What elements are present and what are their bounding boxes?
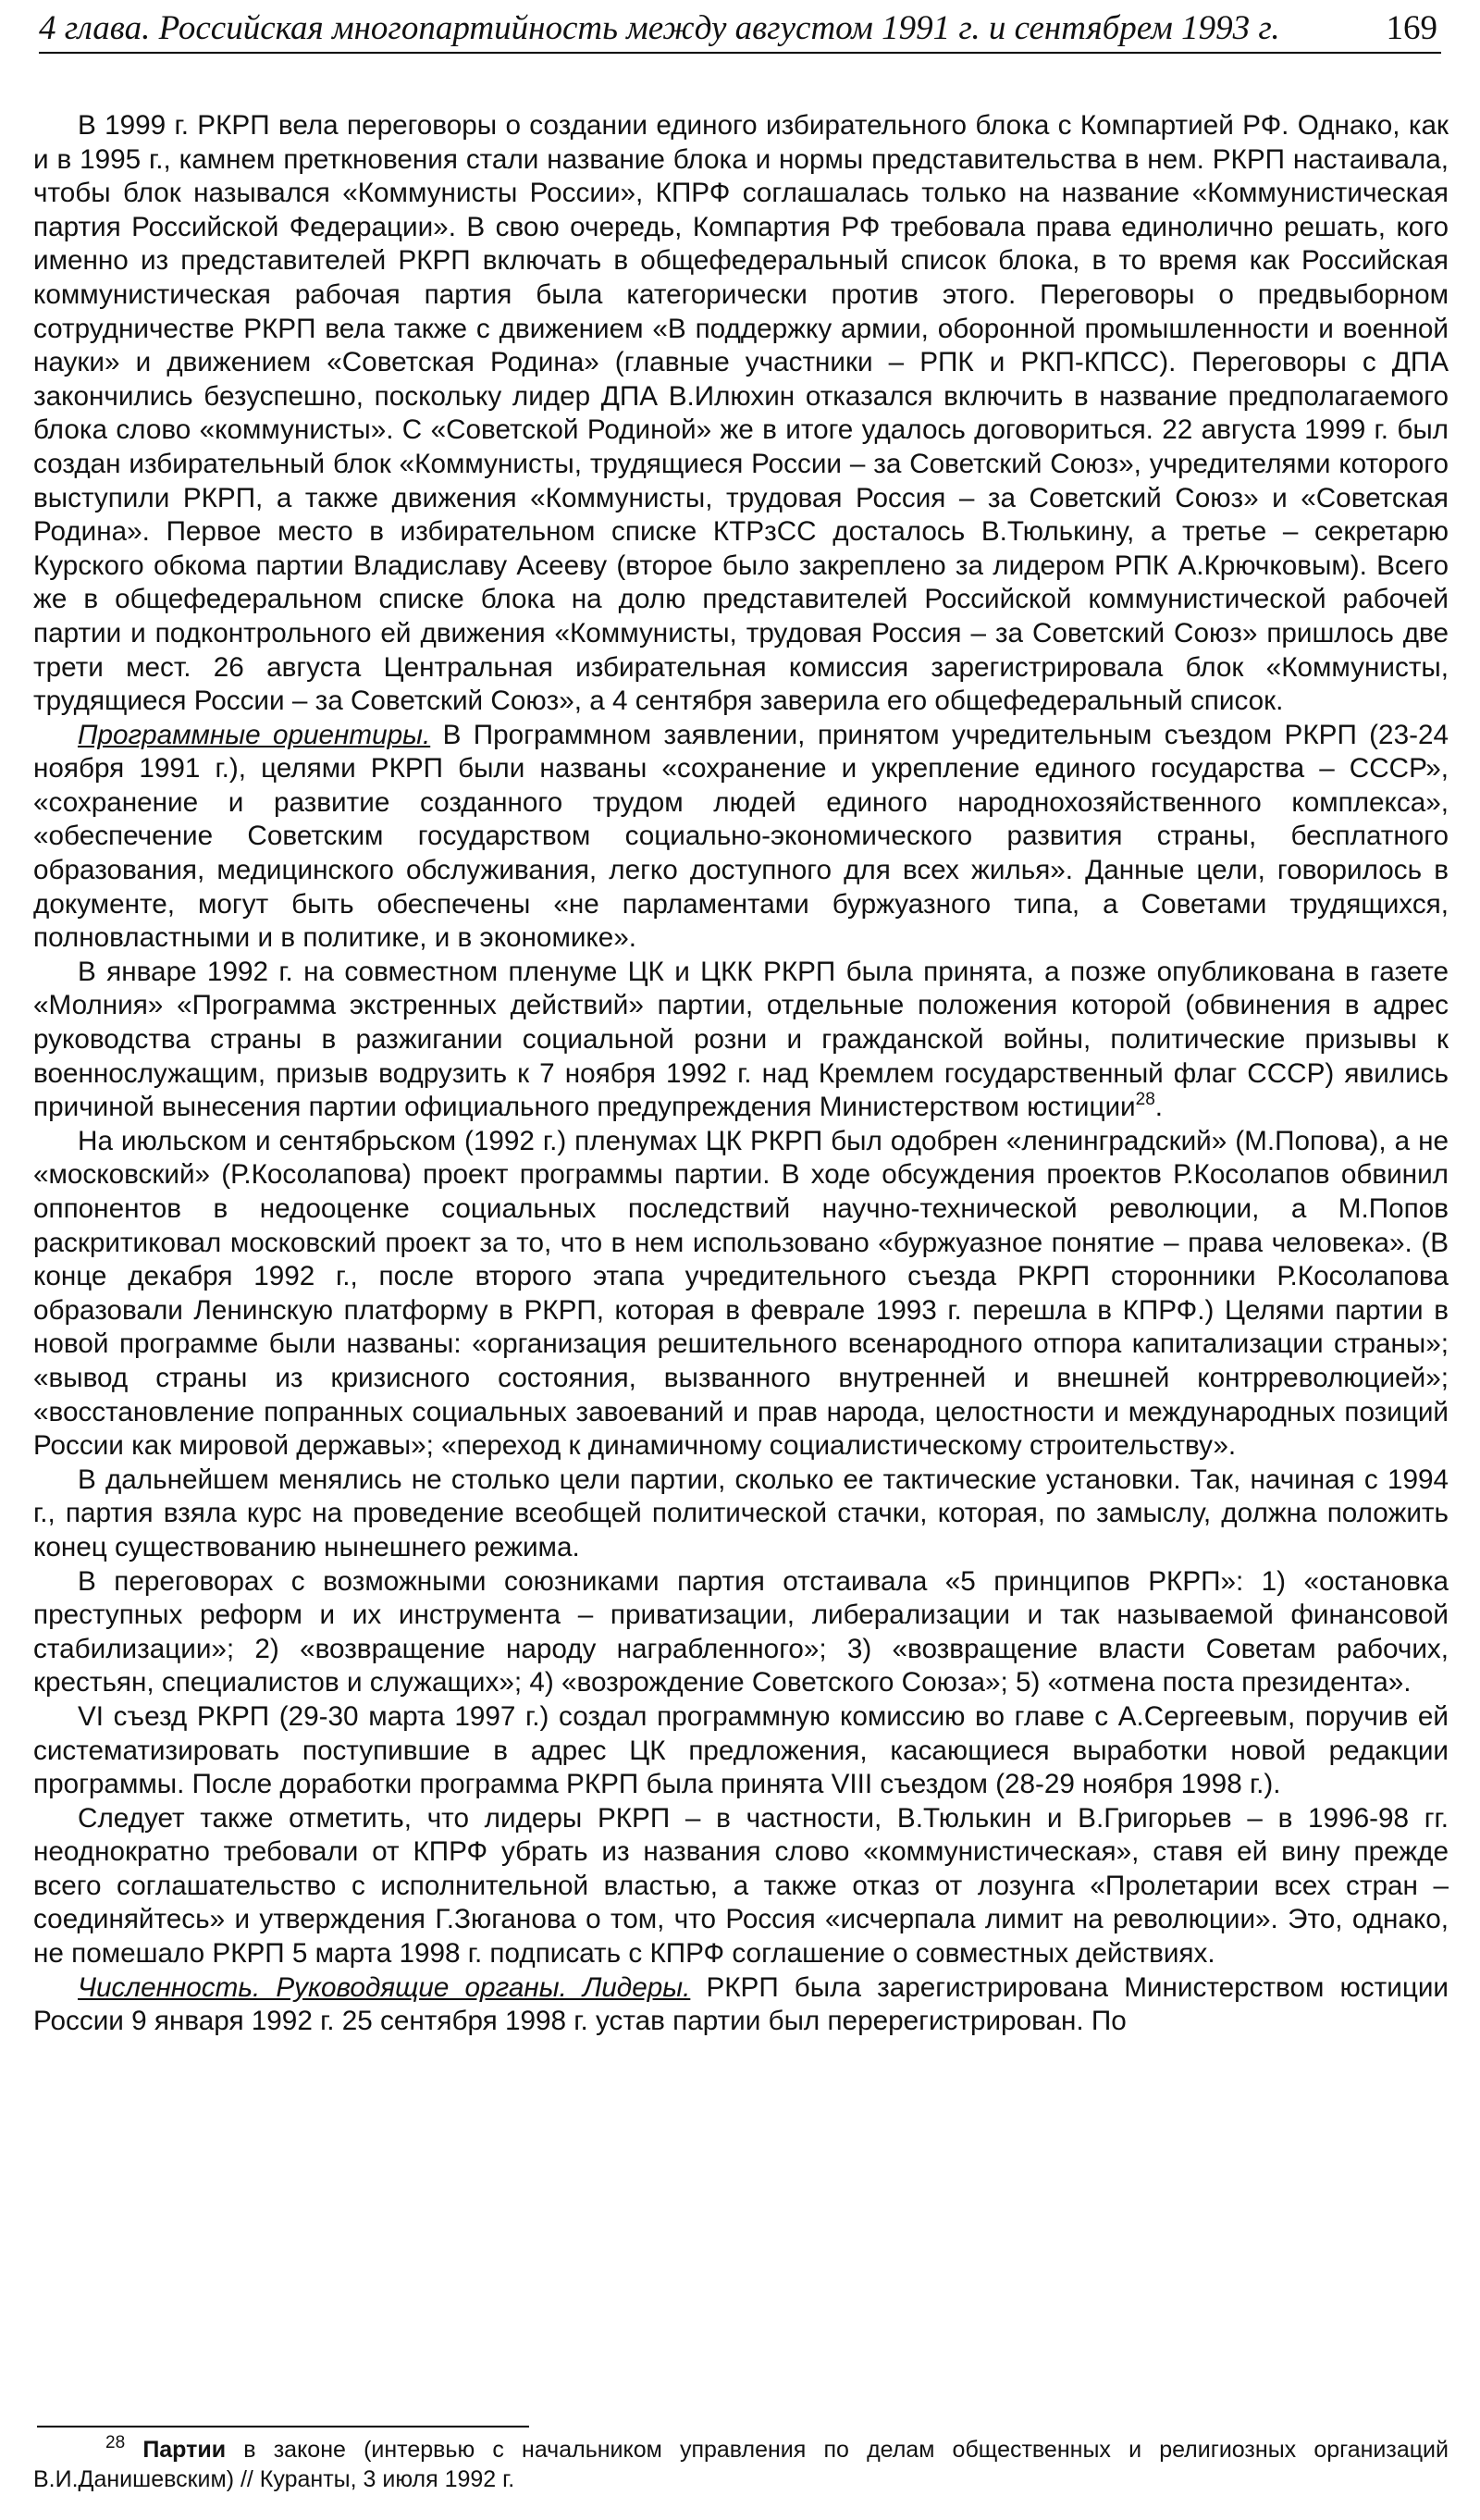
paragraph: [33, 1971, 1449, 2039]
running-title: 4 глава. Российская многопартийность между августом 1991 г. и сентябрем 1993 г.: [39, 9, 1280, 47]
paragraph: В дальнейшем менялись не столько цели партии, сколько ее тактические установки. Так, начиная с 1994 г., партия взяла курс на проведение всеобщей политической стачки, которая, по замыслу, должна положить конец существованию нынешнего режима.: [33, 1464, 1449, 1563]
running-header: [39, 6, 1441, 54]
footnote-divider: [37, 2426, 529, 2427]
paragraph: [33, 956, 1449, 1125]
paragraph: VI съезд РКРП (29-30 марта 1997 г.) создал программную комиссию во главе с А.Сергеевым, поручив ей систематизировать поступившие в адрес ЦК предложения, касающиеся выработки новой редакции программы. После доработки программа РКРП была принята VIII съездом (28-29 ноября 1998 г.).: [33, 1700, 1449, 1800]
footnote-mark: 28: [105, 2433, 126, 2452]
paragraph-text: В январе 1992 г. на совместном пленуме ЦК и ЦКК РКРП была принята, а позже опубликована в газете «Молния» «Программа экстренных действий» партии, отдельные положения которой (обвинения в адрес руководства страны в разжигании социальной розни и гражданской войны, политические призывы к военнослужащим, призыв водрузить к 7 ноября 1992 г. над Кремлем государственный флаг СССР) явились причиной вынесения партии официального предупреждения Министерством юстиции: [33, 956, 1449, 1123]
paragraph: На июльском и сентябрьском (1992 г.) пленумах ЦК РКРП был одобрен «ленинградский» (М.Попова), а не «московский» (Р.Косолапова) проект программы партии. В ходе обсуждения проектов Р.Косолапов обвинил оппонентов в недооценке социальных последствий научно-технической революции, а М.Попов раскритиковал московский проект за то, что в нем использовано «буржуазное понятие – права человека». (В конце декабря 1992 г., после второго этапа учредительного съезда РКРП сторонники Р.Косолапова образовали Ленинскую платформу в РКРП, которая в феврале 1993 г. перешла в КПРФ.) Целями партии в новой программе были названы: «организация решительного всенародного отпора капитализации страны»; «вывод страны из кризисного состояния, вызванного внутренней и внешней контрреволюцией»; «восстановление попранных социальных завоеваний и прав народа, целостности и международных позиций России как мировой державы»; «переход к динамичному социалистическому строительству».: [33, 1125, 1449, 1462]
footnote-paragraph: [33, 2435, 1449, 2494]
paragraph: В 1999 г. РКРП вела переговоры о создании единого избирательного блока с Компартией РФ. Однако, как и в 1995 г., камнем преткновения стали название блока и нормы представительства в нем. РКРП настаивала, чтобы блок назывался «Коммунисты России», КПРФ соглашалась только на название «Коммунистическая партия Российской Федерации». В свою очередь, Компартия РФ требовала права единолично решать, кого именно из представителей РКРП включать в общефедеральный список блока, в то время как Российская коммунистическая рабочая партия была категорически против этого. Переговоры о предвыборном сотрудничестве РКРП вела также с движением «В поддержку армии, оборонной промышленности и военной науки» и движением «Советская Родина» (главные участники – РПК и РКП-КПСС). Переговоры с ДПА закончились безуспешно, поскольку лидер ДПА В.Илюхин отказался включить в название предполагаемого блока слово «коммунисты». С «Советской Родиной» же в итоге удалось договориться. 22 августа 1999 г. был создан избирательный блок «Коммунисты, трудящиеся России – за Советский Союз», учредителями которого выступили РКРП, а также движения «Коммунисты, трудовая Россия – за Советский Союз» и «Советская Родина». Первое место в избирательном списке КТРзСС досталось В.Тюлькину, а третье – секретарю Курского обкома партии Владиславу Асееву (второе было закреплено за лидером РПК А.Крючковым). Всего же в общефедеральном списке блока на долю представителей Российской коммунистической рабочей партии и подконтрольного ей движения «Коммунисты, трудовая Россия – за Советский Союз» пришлось две трети мест. 26 августа Центральная избирательная комиссия зарегистрировала блок «Коммунисты, трудящиеся России – за Советский Союз», а 4 сентября заверила его общефедеральный список.: [33, 110, 1449, 717]
paragraph-text-end: .: [1154, 1092, 1164, 1123]
footnote-reference[interactable]: 28: [1135, 1090, 1155, 1110]
paragraph-text: В Программном заявлении, принятом учредительным съездом РКРП (23-24 ноября 1991 г.), целями РКРП были названы «сохранение и укрепление единого государства – СССР», «сохранение и развитие созданного трудом людей единого народнохозяйственного комплекса», «обеспечение Советским государством социально-экономического развития страны, бесплатного образования, медицинского обслуживания, легко доступного для всех жилья». Данные цели, говорилось в документе, могут быть обеспечены «не парламентами буржуазного типа, а Советами трудящихся, полновластными и в политике, и в экономике».: [33, 719, 1449, 954]
footnote-bold-title: Партии: [142, 2437, 227, 2463]
page-number: 169: [1386, 9, 1437, 47]
section-lead: Программные ориентиры.: [78, 719, 431, 750]
footnote: [33, 2435, 1449, 2494]
main-text: [33, 109, 1449, 2039]
paragraph-text: РКРП была зарегистрирована Министерством юстиции России 9 января 1992 г. 25 сентября 1998 г. устав партии был перерегистрирован. По: [33, 1971, 1449, 2037]
paragraph: [33, 719, 1449, 956]
footnote-text: в законе (интервью с начальником управления по делам общественных и религиозных организаций В.И.Данишевским) // Куранты, 3 июля 1992 г.: [33, 2437, 1449, 2492]
paragraph: Следует также отметить, что лидеры РКРП – в частности, В.Тюлькин и В.Григорьев – в 1996-98 гг. неоднократно требовали от КПРФ убрать из названия слово «коммунистическая», ставя ей вину прежде всего соглашательство с исполнительной властью, а также отказ от лозунга «Пролетарии всех стран – соединяйтесь» и утверждения Г.Зюганова о том, что Россия «исчерпала лимит на революции». Это, однако, не помешало РКРП 5 марта 1998 г. подписать с КПРФ соглашение о совместных действиях.: [33, 1802, 1449, 1970]
paragraph: В переговорах с возможными союзниками партия отстаивала «5 принципов РКРП»: 1) «остановка преступных реформ и их инструмента – приватизации, либерализации и так называемой финансовой стабилизации»; 2) «возвращение народу награбленного»; 3) «возвращение власти Советам рабочих, крестьян, специалистов и служащих»; 4) «возрождение Советского Союза»; 5) «отмена поста президента».: [33, 1565, 1449, 1699]
section-lead: Численность. Руководящие органы. Лидеры.: [78, 1971, 691, 2003]
